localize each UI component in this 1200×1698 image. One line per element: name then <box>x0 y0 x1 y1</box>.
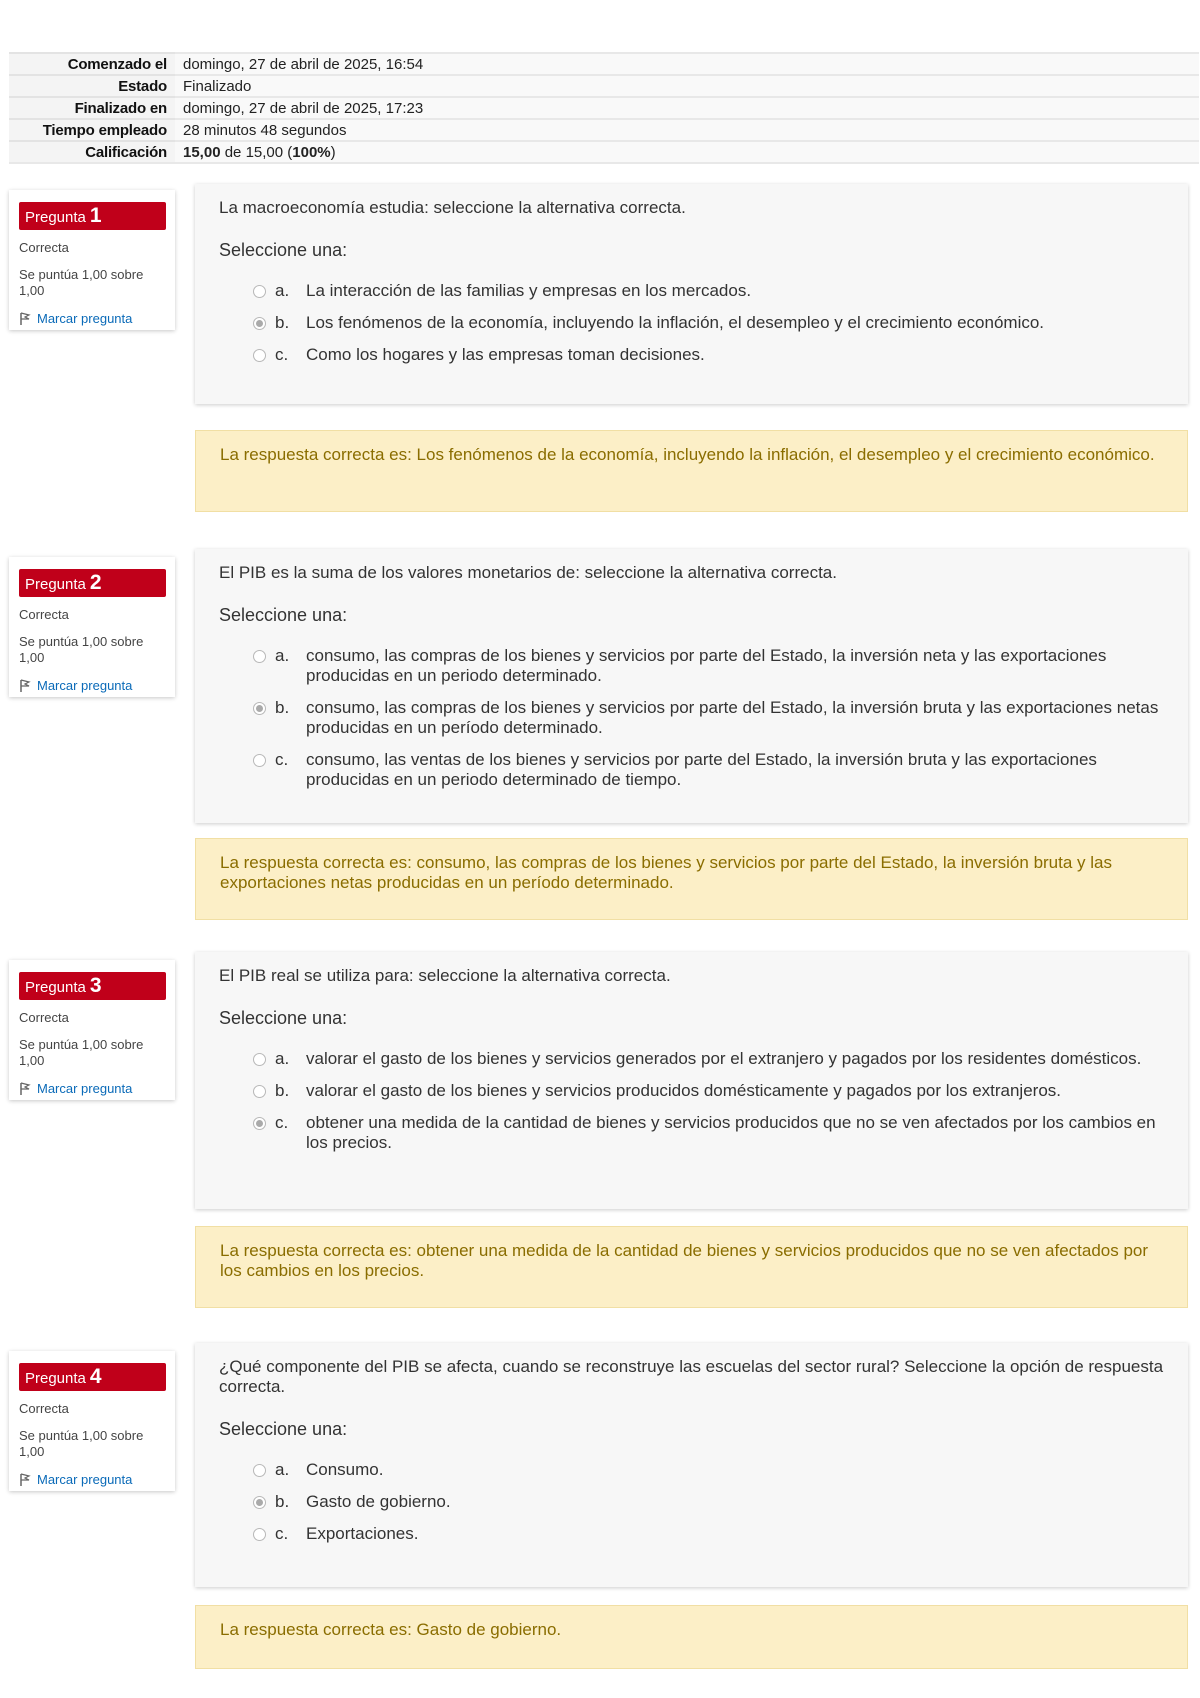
answer-option-c[interactable] <box>219 1113 1164 1153</box>
answer-option-b[interactable] <box>219 1492 1164 1512</box>
option-letter: c. <box>275 750 289 769</box>
answer-option-a[interactable] <box>219 1049 1164 1069</box>
question-label: Pregunta <box>25 979 86 996</box>
grade-percent: 100% <box>292 143 331 161</box>
option-letter: c. <box>275 1524 289 1543</box>
select-prompt: Seleccione una: <box>219 1008 348 1028</box>
option-letter: c. <box>275 345 289 364</box>
question-content <box>195 184 1188 404</box>
question-state: Correcta <box>19 607 69 622</box>
grade-close: ) <box>330 143 336 161</box>
question-number-badge <box>19 569 166 597</box>
question-content <box>195 952 1188 1209</box>
correct-answer-feedback: La respuesta correcta es: Gasto de gobierno. <box>195 1605 1188 1669</box>
answer-option-a[interactable] <box>219 281 1164 301</box>
answer-option-c[interactable] <box>219 1524 1164 1544</box>
option-letter: a. <box>275 281 290 300</box>
option-text: La interacción de las familias y empresas en los mercados. <box>306 281 752 300</box>
radio-button[interactable] <box>253 1528 266 1541</box>
question-number: 3 <box>89 974 102 997</box>
summary-row-state <box>9 75 1199 97</box>
question-text: El PIB real se utiliza para: seleccione la alternativa correcta. <box>219 966 671 985</box>
time-value: 28 minutos 48 segundos <box>175 119 1199 141</box>
question-info <box>9 557 175 697</box>
answer-options <box>219 1049 1164 1153</box>
option-text: Los fenómenos de la economía, incluyendo la inflación, el desempleo y el crecimiento económico. <box>306 313 1045 332</box>
started-label: Comenzado el <box>9 53 175 75</box>
answer-option-a[interactable] <box>219 646 1164 686</box>
answer-options <box>219 281 1164 365</box>
flag-question-link[interactable] <box>19 678 175 693</box>
question-grade: Se puntúa 1,00 sobre 1,00 <box>19 1037 144 1068</box>
option-text: consumo, las ventas de los bienes y servicios por parte del Estado, la inversión bruta y las exportaciones producidas en un periodo determinado de tiempo. <box>306 750 1097 789</box>
question-state: Correcta <box>19 1010 69 1025</box>
grade-value <box>175 141 1199 163</box>
question-number: 4 <box>89 1365 102 1388</box>
answer-option-b[interactable] <box>219 1081 1164 1101</box>
question-label: Pregunta <box>25 209 86 226</box>
question-info <box>9 1351 175 1491</box>
correct-answer-feedback: La respuesta correcta es: obtener una medida de la cantidad de bienes y servicios producidos que no se ven afectados por los cambios en los precios. <box>195 1226 1188 1308</box>
attempt-summary-table <box>9 52 1199 164</box>
answer-options <box>219 1460 1164 1544</box>
option-text: Como los hogares y las empresas toman decisiones. <box>306 345 705 364</box>
summary-row-finished <box>9 97 1199 119</box>
radio-button[interactable] <box>253 349 266 362</box>
option-text: consumo, las compras de los bienes y servicios por parte del Estado, la inversión bruta y las exportaciones netas producidas en un período determinado. <box>306 698 1159 737</box>
option-text: valorar el gasto de los bienes y servicios producidos domésticamente y pagados por los extranjeros. <box>306 1081 1062 1100</box>
question-label: Pregunta <box>25 576 86 593</box>
option-letter: b. <box>275 313 290 332</box>
option-text: Gasto de gobierno. <box>306 1492 451 1511</box>
question-state: Correcta <box>19 1401 69 1416</box>
question-text: El PIB es la suma de los valores monetarios de: seleccione la alternativa correcta. <box>219 563 837 582</box>
radio-button[interactable] <box>253 650 266 663</box>
question-number-badge <box>19 202 166 230</box>
answer-option-a[interactable] <box>219 1460 1164 1480</box>
flag-icon <box>19 312 31 326</box>
answer-option-c[interactable] <box>219 750 1164 790</box>
flag-question-link[interactable] <box>19 311 175 326</box>
radio-button-checked[interactable] <box>253 1496 266 1509</box>
option-text: obtener una medida de la cantidad de bienes y servicios producidos que no se ven afectados por los cambios en los precios. <box>306 1113 1156 1152</box>
question-content <box>195 1343 1188 1587</box>
flag-label: Marcar pregunta <box>37 1081 133 1096</box>
finished-label: Finalizado en <box>9 97 175 119</box>
summary-row-started <box>9 53 1199 75</box>
option-text: Consumo. <box>306 1460 384 1479</box>
radio-button-checked[interactable] <box>253 1117 266 1130</box>
option-letter: a. <box>275 646 290 665</box>
question-grade: Se puntúa 1,00 sobre 1,00 <box>19 267 144 298</box>
summary-row-time <box>9 119 1199 141</box>
question-grade: Se puntúa 1,00 sobre 1,00 <box>19 1428 144 1459</box>
radio-button[interactable] <box>253 754 266 767</box>
option-letter: b. <box>275 698 290 717</box>
started-value: domingo, 27 de abril de 2025, 16:54 <box>175 53 1199 75</box>
answer-option-c[interactable] <box>219 345 1164 365</box>
answer-options <box>219 646 1164 790</box>
flag-label: Marcar pregunta <box>37 678 133 693</box>
question-info <box>9 960 175 1100</box>
flag-label: Marcar pregunta <box>37 1472 133 1487</box>
radio-button[interactable] <box>253 285 266 298</box>
state-label: Estado <box>9 75 175 97</box>
question-label: Pregunta <box>25 1370 86 1387</box>
correct-answer-feedback: La respuesta correcta es: Los fenómenos de la economía, incluyendo la inflación, el desempleo y el crecimiento económico. <box>195 430 1188 512</box>
radio-button-checked[interactable] <box>253 702 266 715</box>
flag-question-link[interactable] <box>19 1472 175 1487</box>
option-letter: b. <box>275 1081 290 1100</box>
flag-icon <box>19 679 31 693</box>
select-prompt: Seleccione una: <box>219 605 348 625</box>
select-prompt: Seleccione una: <box>219 1419 348 1439</box>
radio-button[interactable] <box>253 1085 266 1098</box>
option-letter: a. <box>275 1460 290 1479</box>
flag-icon <box>19 1082 31 1096</box>
radio-button[interactable] <box>253 1053 266 1066</box>
question-grade: Se puntúa 1,00 sobre 1,00 <box>19 634 144 665</box>
question-number-badge <box>19 1363 166 1391</box>
question-number: 2 <box>89 571 102 594</box>
question-number-badge <box>19 972 166 1000</box>
option-text: Exportaciones. <box>306 1524 419 1543</box>
grade-score: 15,00 <box>183 143 221 161</box>
question-content <box>195 549 1188 823</box>
question-text: ¿Qué componente del PIB se afecta, cuando se reconstruye las escuelas del sector rural? Seleccione la opción de respuesta correcta. <box>219 1357 1164 1396</box>
finished-value: domingo, 27 de abril de 2025, 17:23 <box>175 97 1199 119</box>
flag-icon <box>19 1473 31 1487</box>
question-state: Correcta <box>19 240 69 255</box>
question-number: 1 <box>89 204 102 227</box>
answer-option-b[interactable] <box>219 313 1164 333</box>
answer-option-b[interactable] <box>219 698 1164 738</box>
option-text: valorar el gasto de los bienes y servicios generados por el extranjero y pagados por los residentes domésticos. <box>306 1049 1142 1068</box>
flag-question-link[interactable] <box>19 1081 175 1096</box>
option-letter: a. <box>275 1049 290 1068</box>
option-text: consumo, las compras de los bienes y servicios por parte del Estado, la inversión neta y las exportaciones producidas en un periodo determinado. <box>306 646 1107 685</box>
question-info <box>9 190 175 330</box>
select-prompt: Seleccione una: <box>219 240 348 260</box>
option-letter: b. <box>275 1492 290 1511</box>
grade-label: Calificación <box>9 141 175 163</box>
flag-label: Marcar pregunta <box>37 311 133 326</box>
summary-row-grade <box>9 141 1199 163</box>
radio-button-checked[interactable] <box>253 317 266 330</box>
correct-answer-feedback: La respuesta correcta es: consumo, las compras de los bienes y servicios por parte del Estado, la inversión bruta y las exportaciones netas producidas en un período determinado. <box>195 838 1188 920</box>
grade-of: de 15,00 ( <box>224 143 293 161</box>
radio-button[interactable] <box>253 1464 266 1477</box>
state-value: Finalizado <box>175 75 1199 97</box>
option-letter: c. <box>275 1113 289 1132</box>
time-label: Tiempo empleado <box>9 119 175 141</box>
question-text: La macroeconomía estudia: seleccione la alternativa correcta. <box>219 198 686 217</box>
